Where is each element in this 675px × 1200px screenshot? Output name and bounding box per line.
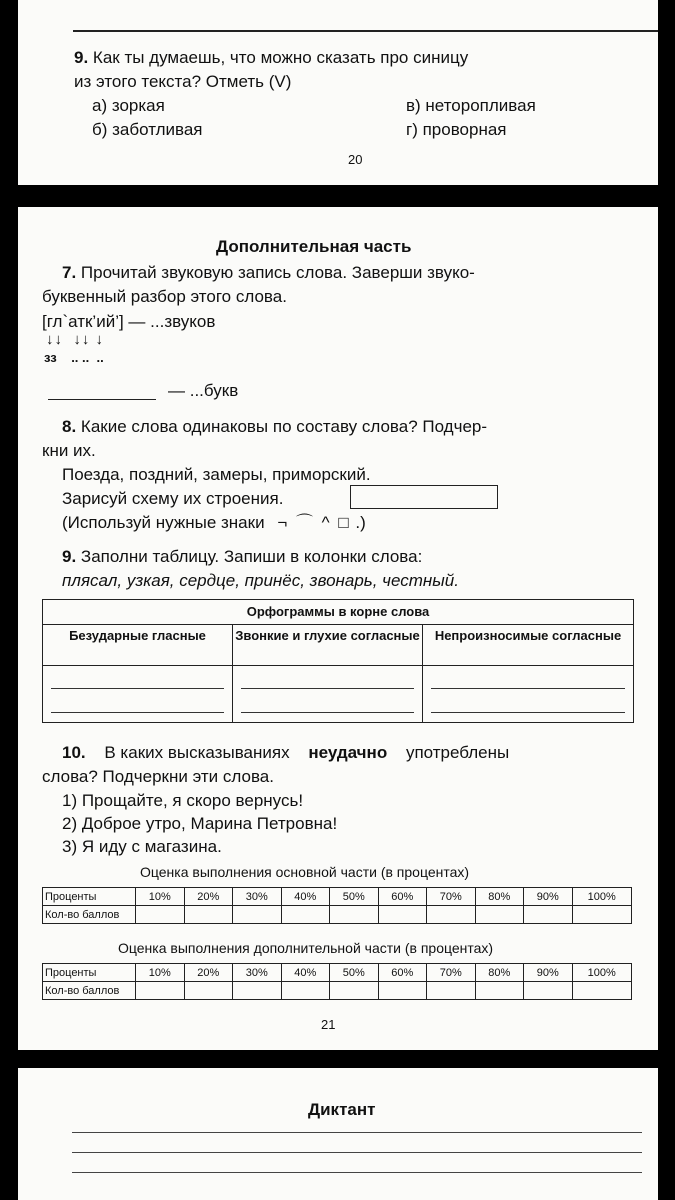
q10-bold-word: неудачно [308, 743, 388, 762]
page-number: 21 [321, 1017, 336, 1032]
score-cell[interactable] [475, 906, 524, 924]
answer-line[interactable] [241, 712, 414, 713]
q10-item-1[interactable]: 1) Прощайте, я скоро вернусь! [62, 791, 304, 810]
answer-line[interactable] [431, 688, 625, 689]
page-number: 20 [348, 152, 363, 167]
q10-text-a: В каких высказываниях [104, 743, 290, 762]
score-cell[interactable] [524, 982, 573, 1000]
percent-cell: 100% [572, 888, 632, 906]
morpheme-symbols-icon: ¬ ⌒ ^ □ [277, 513, 351, 532]
q10-text-line2: слова? Подчеркни эти слова. [42, 767, 274, 786]
percent-cell: 70% [427, 964, 476, 982]
column-header-2: Звонкие и глухие согласные [233, 624, 422, 666]
q7-text-line2: буквенный разбор этого слова. [42, 287, 287, 306]
score-cell[interactable] [136, 982, 185, 1000]
q7-number: 7. [62, 263, 77, 282]
score-cell[interactable] [136, 906, 185, 924]
q7-marks: зз .. .. .. [44, 350, 104, 365]
page-next [18, 1068, 658, 1200]
q9-option-a[interactable]: а) зоркая [92, 96, 165, 115]
divider-line [72, 1152, 642, 1153]
q8-draw-instruction: Зарисуй схему их строения. [62, 489, 284, 508]
q9-option-b[interactable]: б) заботливая [92, 120, 203, 139]
q8-hint-text: (Используй нужные знаки [62, 513, 265, 532]
q9-line1 [74, 46, 468, 70]
q8-text-line1: Какие слова одинаковы по составу слова? Подчер- [80, 417, 488, 436]
q7-transcription: [гл`атк’ий’] — ...звуков [42, 312, 216, 331]
page-21 [18, 207, 658, 1050]
percent-cell: 60% [378, 888, 427, 906]
table-row [43, 982, 632, 1000]
percent-cell: 10% [136, 964, 185, 982]
section-title: Дополнительная часть [216, 237, 412, 256]
column-header-3: Непроизносимые согласные [423, 624, 633, 666]
q9-text-line2: из этого текста? Отметь (V) [74, 72, 292, 91]
row-label: Кол-во баллов [43, 982, 136, 1000]
score-cell[interactable] [330, 906, 379, 924]
q10-text-b: употреблены [405, 743, 510, 762]
page-20 [18, 0, 658, 185]
q9-option-v[interactable]: в) неторопливая [406, 96, 536, 115]
percent-cell: 30% [233, 964, 282, 982]
q8-number: 8. [62, 417, 77, 436]
q9-option-g[interactable]: г) проворная [406, 120, 507, 139]
score-extra-table [42, 963, 632, 1000]
score-cell[interactable] [233, 982, 282, 1000]
divider-line [72, 1172, 642, 1173]
orthogram-column-2 [233, 624, 423, 722]
q9-number: 9. [74, 48, 89, 67]
q10-item-2[interactable]: 2) Доброе утро, Марина Петровна! [62, 814, 338, 833]
q8-hint [62, 511, 366, 535]
score-cell[interactable] [184, 906, 233, 924]
score-extra-caption: Оценка выполнения дополнительной части (в процентах) [118, 940, 494, 956]
score-main-caption: Оценка выполнения основной части (в процентах) [140, 864, 470, 880]
table-row [43, 888, 632, 906]
score-cell[interactable] [184, 982, 233, 1000]
score-cell[interactable] [524, 906, 573, 924]
q10-item-3[interactable]: 3) Я иду с магазина. [62, 837, 222, 856]
divider-line [73, 30, 658, 32]
table-row [43, 906, 632, 924]
percent-cell: 90% [524, 964, 573, 982]
score-cell[interactable] [427, 906, 476, 924]
score-cell[interactable] [475, 982, 524, 1000]
row-label: Кол-во баллов [43, 906, 136, 924]
percent-cell: 50% [330, 964, 379, 982]
q8-schema-box[interactable] [350, 485, 498, 509]
percent-cell: 30% [233, 888, 282, 906]
row-label: Проценты [43, 888, 136, 906]
percent-cell: 80% [475, 888, 524, 906]
percent-cell: 20% [184, 964, 233, 982]
percent-cell: 10% [136, 888, 185, 906]
score-cell[interactable] [572, 906, 632, 924]
answer-line[interactable] [51, 712, 224, 713]
percent-cell: 20% [184, 888, 233, 906]
q9-extra-words: плясал, узкая, сердце, принёс, звонарь, честный. [62, 571, 459, 590]
column-header-1: Безударные гласные [43, 624, 232, 666]
q9-text-line1: Как ты думаешь, что можно сказать про синицу [92, 48, 469, 67]
q7-text-line1: Прочитай звуковую запись слова. Заверши звуко- [80, 263, 475, 282]
answer-line[interactable] [241, 688, 414, 689]
percent-cell: 40% [281, 964, 330, 982]
percent-cell: 100% [572, 964, 632, 982]
score-cell[interactable] [572, 982, 632, 1000]
q7-answer-blank[interactable] [48, 399, 156, 400]
score-main-table [42, 887, 632, 924]
answer-line[interactable] [51, 688, 224, 689]
q10-number: 10. [62, 743, 86, 762]
dictation-title: Диктант [308, 1100, 376, 1119]
orthogram-column-1 [43, 624, 233, 722]
score-cell[interactable] [233, 906, 282, 924]
percent-cell: 70% [427, 888, 476, 906]
orthogram-table-title: Орфограммы в корне слова [43, 600, 633, 625]
q8-text-line2: кни их. [42, 441, 96, 460]
q8-words: Поезда, поздний, замеры, приморский. [62, 465, 371, 484]
percent-cell: 80% [475, 964, 524, 982]
q10-line1 [62, 741, 509, 765]
q7-letters-label: — ...букв [168, 381, 239, 400]
orthogram-table [42, 599, 634, 723]
answer-line[interactable] [431, 712, 625, 713]
q7-arrows: ↓↓ ↓↓ ↓ [46, 331, 105, 348]
table-row [43, 964, 632, 982]
row-label: Проценты [43, 964, 136, 982]
percent-cell: 60% [378, 964, 427, 982]
score-cell[interactable] [378, 906, 427, 924]
score-cell[interactable] [281, 982, 330, 1000]
percent-cell: 40% [281, 888, 330, 906]
orthogram-column-3 [423, 624, 633, 722]
q9-extra-text-line1: Заполни таблицу. Запиши в колонки слова: [80, 547, 423, 566]
score-cell[interactable] [281, 906, 330, 924]
score-cell[interactable] [378, 982, 427, 1000]
percent-cell: 50% [330, 888, 379, 906]
score-cell[interactable] [427, 982, 476, 1000]
q9-extra-line1 [62, 545, 422, 569]
q7-line1 [62, 261, 475, 285]
percent-cell: 90% [524, 888, 573, 906]
q8-hint-end: .) [355, 513, 366, 532]
q9-extra-number: 9. [62, 547, 77, 566]
score-cell[interactable] [330, 982, 379, 1000]
divider-line [72, 1132, 642, 1133]
q8-line1 [62, 415, 487, 439]
